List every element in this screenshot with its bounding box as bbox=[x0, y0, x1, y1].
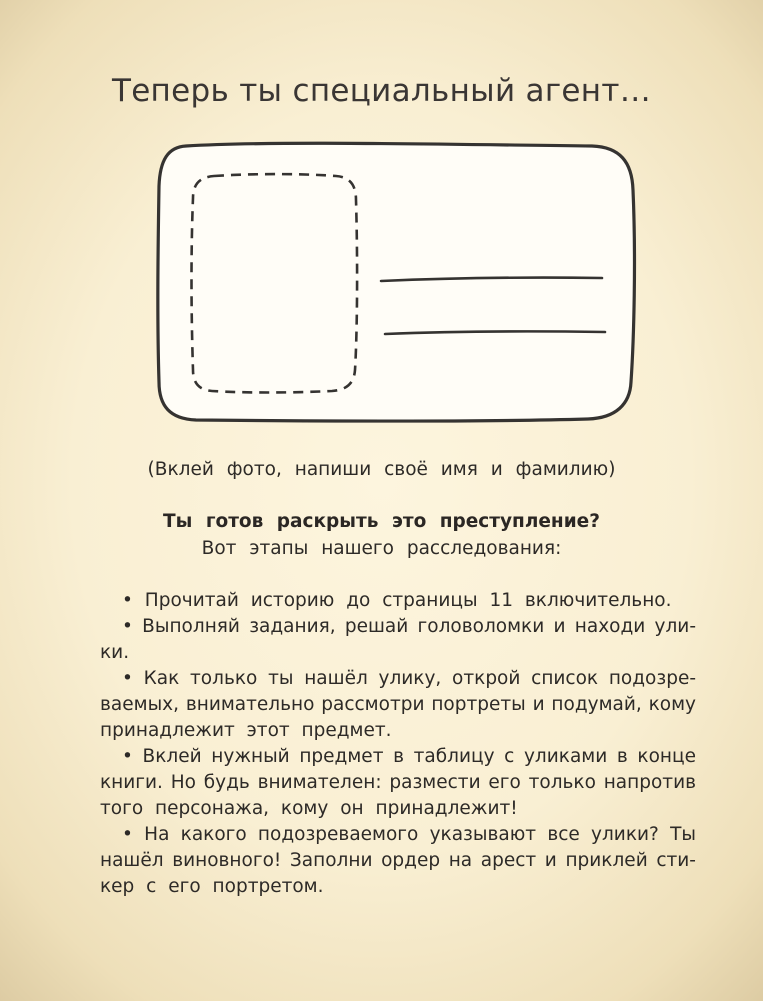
step-3-line-1: • Как только ты нашёл улику, открой список подозре- bbox=[122, 668, 696, 689]
step-5-line-3: кер с его портретом. bbox=[100, 876, 324, 897]
step-1-line-1: • Прочитай историю до страницы 11 включительно. bbox=[122, 590, 672, 611]
step-5-line-2: нашёл виновного! Заполни ордер на арест и приклей сти- bbox=[100, 850, 696, 871]
step-3-line-3: принадлежит этот предмет. bbox=[100, 720, 392, 741]
step-4-line-1: • Вклей нужный предмет в таблицу с уликами в конце bbox=[122, 746, 696, 767]
step-3-line-2: ваемых, внимательно рассмотри портреты и подумай, кому bbox=[100, 694, 696, 715]
card-outline bbox=[158, 143, 635, 421]
step-4-line-2: книги. Но будь внимателен: размести его только напротив bbox=[100, 772, 696, 793]
agent-id-card bbox=[150, 138, 640, 428]
step-4-line-3: того персонажа, кому он принадлежит! bbox=[100, 798, 518, 819]
question-heading: Ты готов раскрыть это преступление? bbox=[163, 511, 600, 532]
page-title: Теперь ты специальный агент… bbox=[111, 73, 652, 109]
step-2-line-1: • Выполняй задания, решай головоломки и находи ули- bbox=[122, 616, 696, 637]
step-2-line-2: ки. bbox=[100, 642, 130, 663]
step-5-line-1: • На какого подозреваемого указывают все улики? Ты bbox=[122, 824, 696, 845]
investigation-subtitle: Вот этапы нашего расследования: bbox=[201, 538, 562, 559]
card-caption: (Вклей фото, напиши своё имя и фамилию) bbox=[147, 459, 616, 480]
